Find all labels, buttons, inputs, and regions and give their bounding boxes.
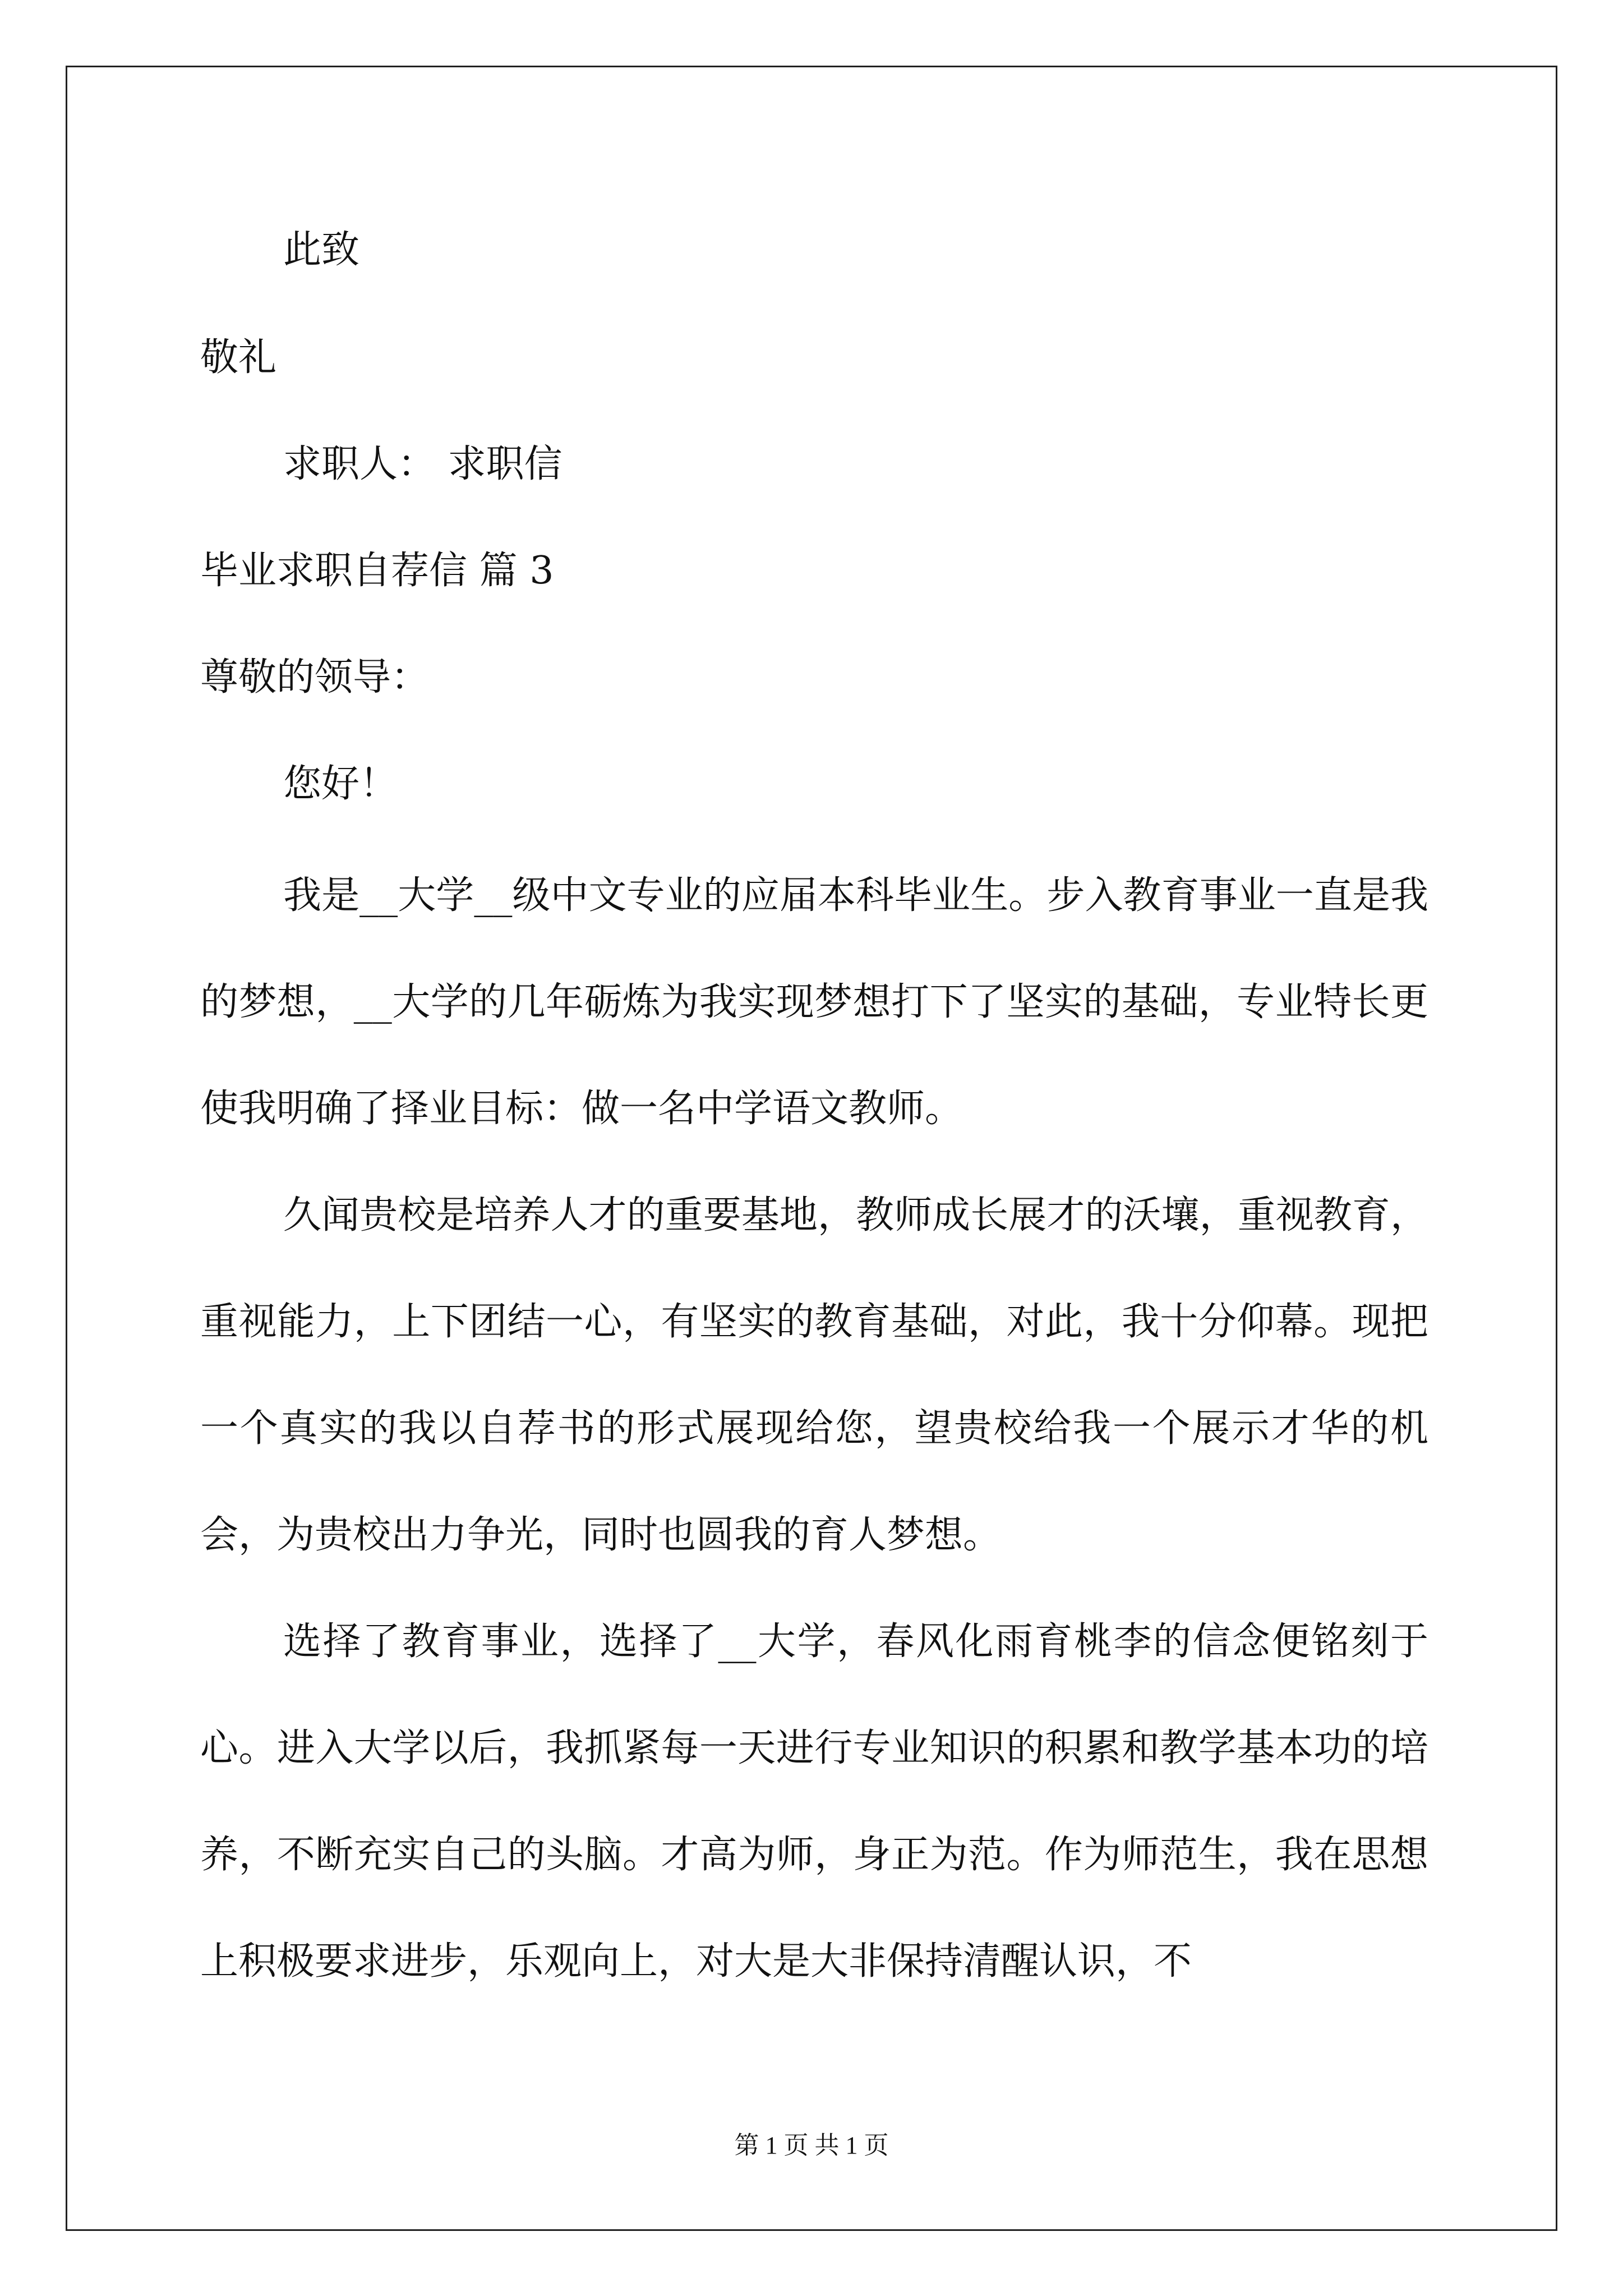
greeting: 您好！ bbox=[283, 762, 398, 806]
body-paragraph: 选择了教育事业，选择了__大学，春风化雨育桃李的信念便铭刻于心。进入大学以后，我抓紧每一天进行专业知识的积累和教学基本功的培养，不断充实自己的头脑。才高为师，身正为范。作为师范生，我在思想上积极要求进步，乐观向上，对大是大非保持清醒认识，不 bbox=[200, 1619, 1428, 1984]
section-title: 毕业求职自荐信 篇 3 bbox=[200, 549, 554, 593]
closing-phrase: 此致 bbox=[283, 228, 360, 272]
body-paragraph: 久闻贵校是培养人才的重要基地，教师成长展才的沃壤，重视教育，重视能力，上下团结一心，有坚实的教育基础，对此，我十分仰幕。现把一个真实的我以自荐书的形式展现给您，望贵校给我一个展示才华的机会，为贵校出力争光，同时也圆我的育人梦想。 bbox=[200, 1193, 1428, 1557]
body-paragraph: 我是__大学__级中文专业的应届本科毕业生。步入教育事业一直是我的梦想，__大学的几年砺炼为我实现梦想打下了坚实的基础，专业特长更使我明确了择业目标：做一名中学语文教师。 bbox=[200, 873, 1428, 1131]
page-footer: 第 1 页 共 1 页 bbox=[734, 2132, 889, 2159]
salutation: 尊敬的领导： bbox=[200, 655, 430, 700]
signature-line: 求职人： 求职信 bbox=[283, 442, 562, 486]
closing-regards: 敬礼 bbox=[200, 335, 277, 380]
